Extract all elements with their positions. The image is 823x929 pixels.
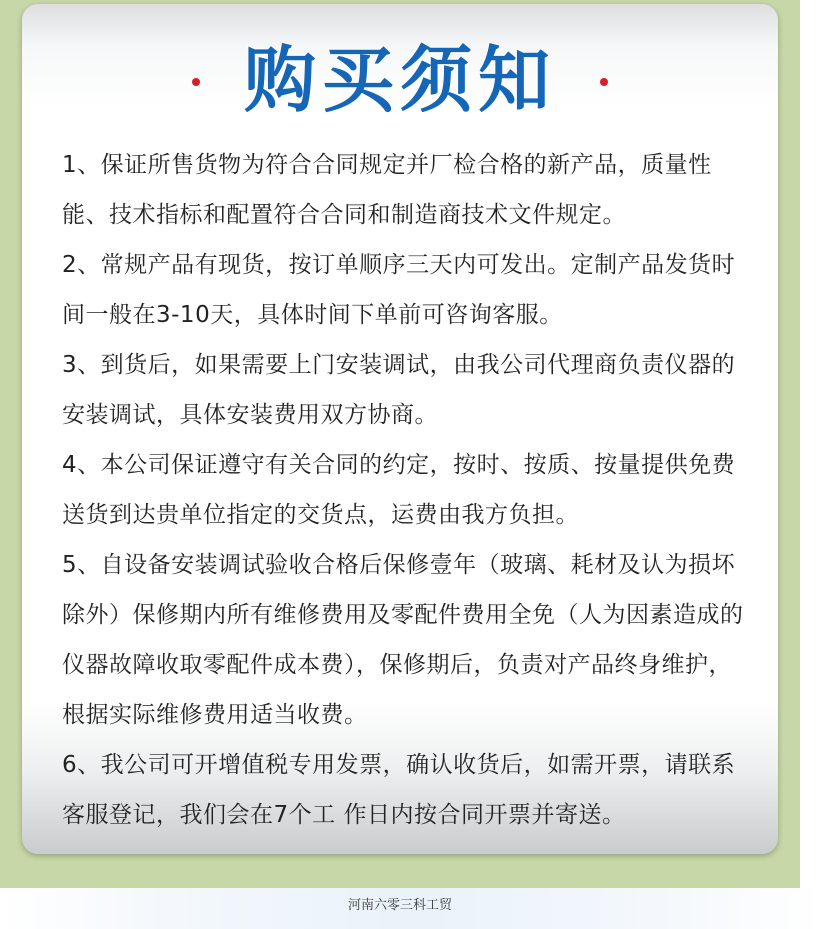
page-title: 购买须知 <box>243 38 556 122</box>
notice-item-2: 2、常规产品有现货，按订单顺序三天内可发出。定制产品发货时间一般在3-10天，具体时间下单前可咨询客服。 <box>62 252 736 328</box>
notice-item-1: 1、保证所售货物为符合合同规定并厂检合格的新产品，质量性能、技术指标和配置符合合同和制造商技术文件规定。 <box>62 152 712 228</box>
title-row <box>22 40 778 120</box>
notice-item-5: 5、自设备安装调试验收合格后保修壹年（玻璃、耗材及认为损坏除外）保修期内所有维修费用及零配件费用全免（人为因素造成的仪器故障收取零配件成本费），保修期后，负责对产品终身维护，根据实际维修费用适当收费。 <box>62 552 744 728</box>
notice-item-3: 3、到货后，如果需要上门安装调试，由我公司代理商负责仪器的安装调试，具体安装费用双方协商。 <box>62 352 736 428</box>
left-dot-icon <box>192 78 200 86</box>
notice-list <box>62 140 752 840</box>
notice-item-6: 6、我公司可开增值税专用发票，确认收货后，如需开票，请联系客服登记，我们会在7个工 作日内按合同开票并寄送。 <box>62 752 736 828</box>
right-dot-icon <box>600 78 608 86</box>
notice-card <box>22 4 778 854</box>
notice-item-4: 4、本公司保证遵守有关合同的约定，按时、按质、按量提供免费送货到达贵单位指定的交货点，运费由我方负担。 <box>62 452 736 528</box>
footer-company-name: 河南六零三科工贸 <box>347 898 452 913</box>
